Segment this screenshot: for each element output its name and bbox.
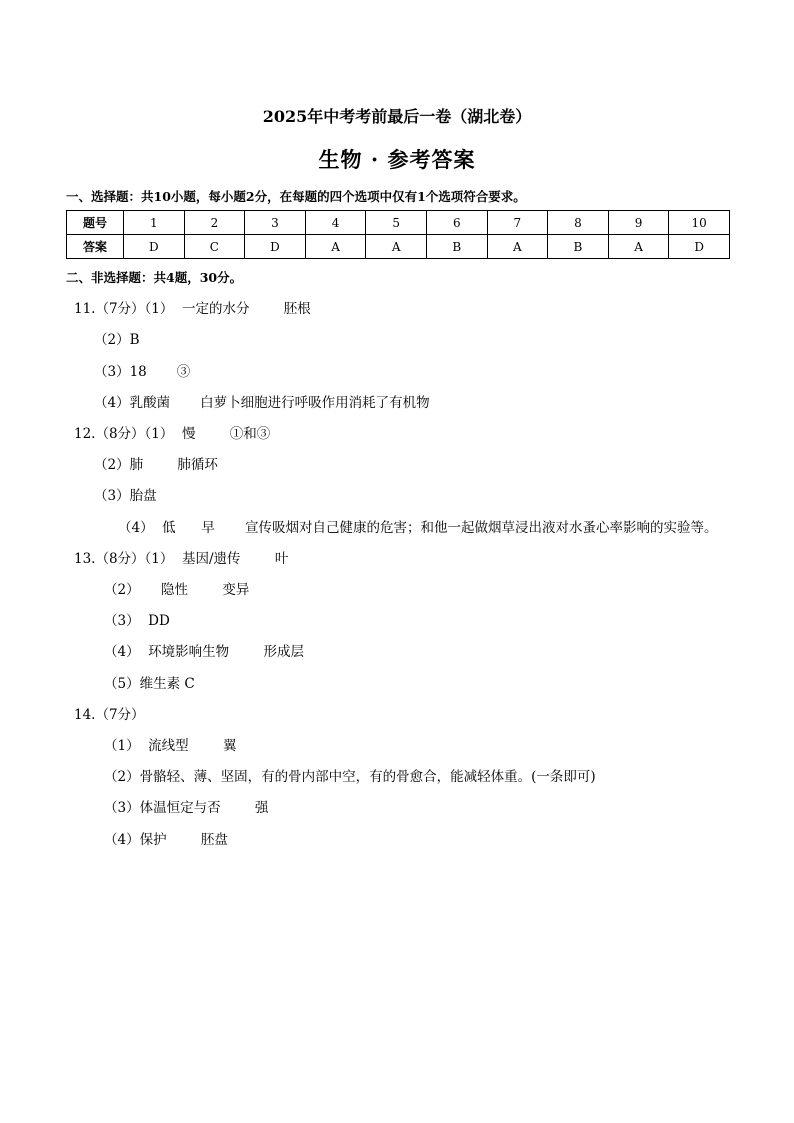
answer-line: 13.（8分）（1） 基因/遗传 叶 xyxy=(74,551,289,567)
table-header-cell: 答案 xyxy=(67,235,124,259)
table-row xyxy=(67,235,730,259)
answer-line: （4）乳酸菌 白萝卜细胞进行呼吸作用消耗了有机物 xyxy=(94,395,430,411)
answer-line: （1） 流线型 翼 xyxy=(104,738,237,754)
answer-line: （3）18 ③ xyxy=(94,364,191,380)
answer-line: 14.（7分） xyxy=(74,707,145,723)
table-cell: C xyxy=(184,235,245,259)
table-header-cell: 题号 xyxy=(67,211,124,235)
table-cell: B xyxy=(426,235,487,259)
answer-line: 12.（8分）（1） 慢 ①和③ xyxy=(74,426,271,442)
table-cell: A xyxy=(366,235,427,259)
table-cell: 7 xyxy=(487,211,548,235)
table-cell: B xyxy=(548,235,609,259)
table-cell: A xyxy=(305,235,366,259)
table-row xyxy=(67,211,730,235)
answer-line: （2）骨骼轻、薄、坚固，有的骨内部中空，有的骨愈合，能减轻体重。(一条即可) xyxy=(104,769,596,785)
table-cell: 4 xyxy=(305,211,366,235)
section-nonchoice-heading: 二、非选择题：共4题，30分。 xyxy=(66,270,243,285)
page-subtitle: 生物 · 参考答案 xyxy=(318,147,476,172)
answer-line: （4）保护 胚盘 xyxy=(104,832,228,848)
answer-line: （3）胎盘 xyxy=(94,488,157,504)
table-cell: A xyxy=(487,235,548,259)
table-cell: 3 xyxy=(245,211,306,235)
answer-line: （5）维生素 C xyxy=(104,676,195,692)
answer-line: （2） 隐性 变异 xyxy=(104,582,250,598)
table-cell: D xyxy=(669,235,730,259)
answer-line: （3）体温恒定与否 强 xyxy=(104,800,269,816)
table-cell: 1 xyxy=(124,211,185,235)
table-cell: 10 xyxy=(669,211,730,235)
table-cell: 2 xyxy=(184,211,245,235)
answer-line: （4） 低 早 宣传吸烟对自己健康的危害；和他一起做烟草浸出液对水蚤心率影响的实验等。 xyxy=(118,520,718,536)
section-choice-heading: 一、选择题：共10小题，每小题2分，在每题的四个选项中仅有1个选项符合要求。 xyxy=(66,189,526,204)
table-cell: 8 xyxy=(548,211,609,235)
table-cell: 9 xyxy=(608,211,669,235)
table-cell: 6 xyxy=(426,211,487,235)
answer-line: （2）B xyxy=(94,332,140,348)
answer-line: （2）肺 肺循环 xyxy=(94,457,218,473)
answer-line: 11.（7分）（1） 一定的水分 胚根 xyxy=(74,301,311,317)
answer-line: （3） DD xyxy=(104,613,170,629)
page-title: 2025年中考考前最后一卷（湖北卷） xyxy=(262,107,532,126)
table-cell: D xyxy=(124,235,185,259)
table-cell: D xyxy=(245,235,306,259)
answer-line: （4） 环境影响生物 形成层 xyxy=(104,644,305,660)
answer-table xyxy=(66,210,730,259)
table-cell: 5 xyxy=(366,211,427,235)
table-cell: A xyxy=(608,235,669,259)
